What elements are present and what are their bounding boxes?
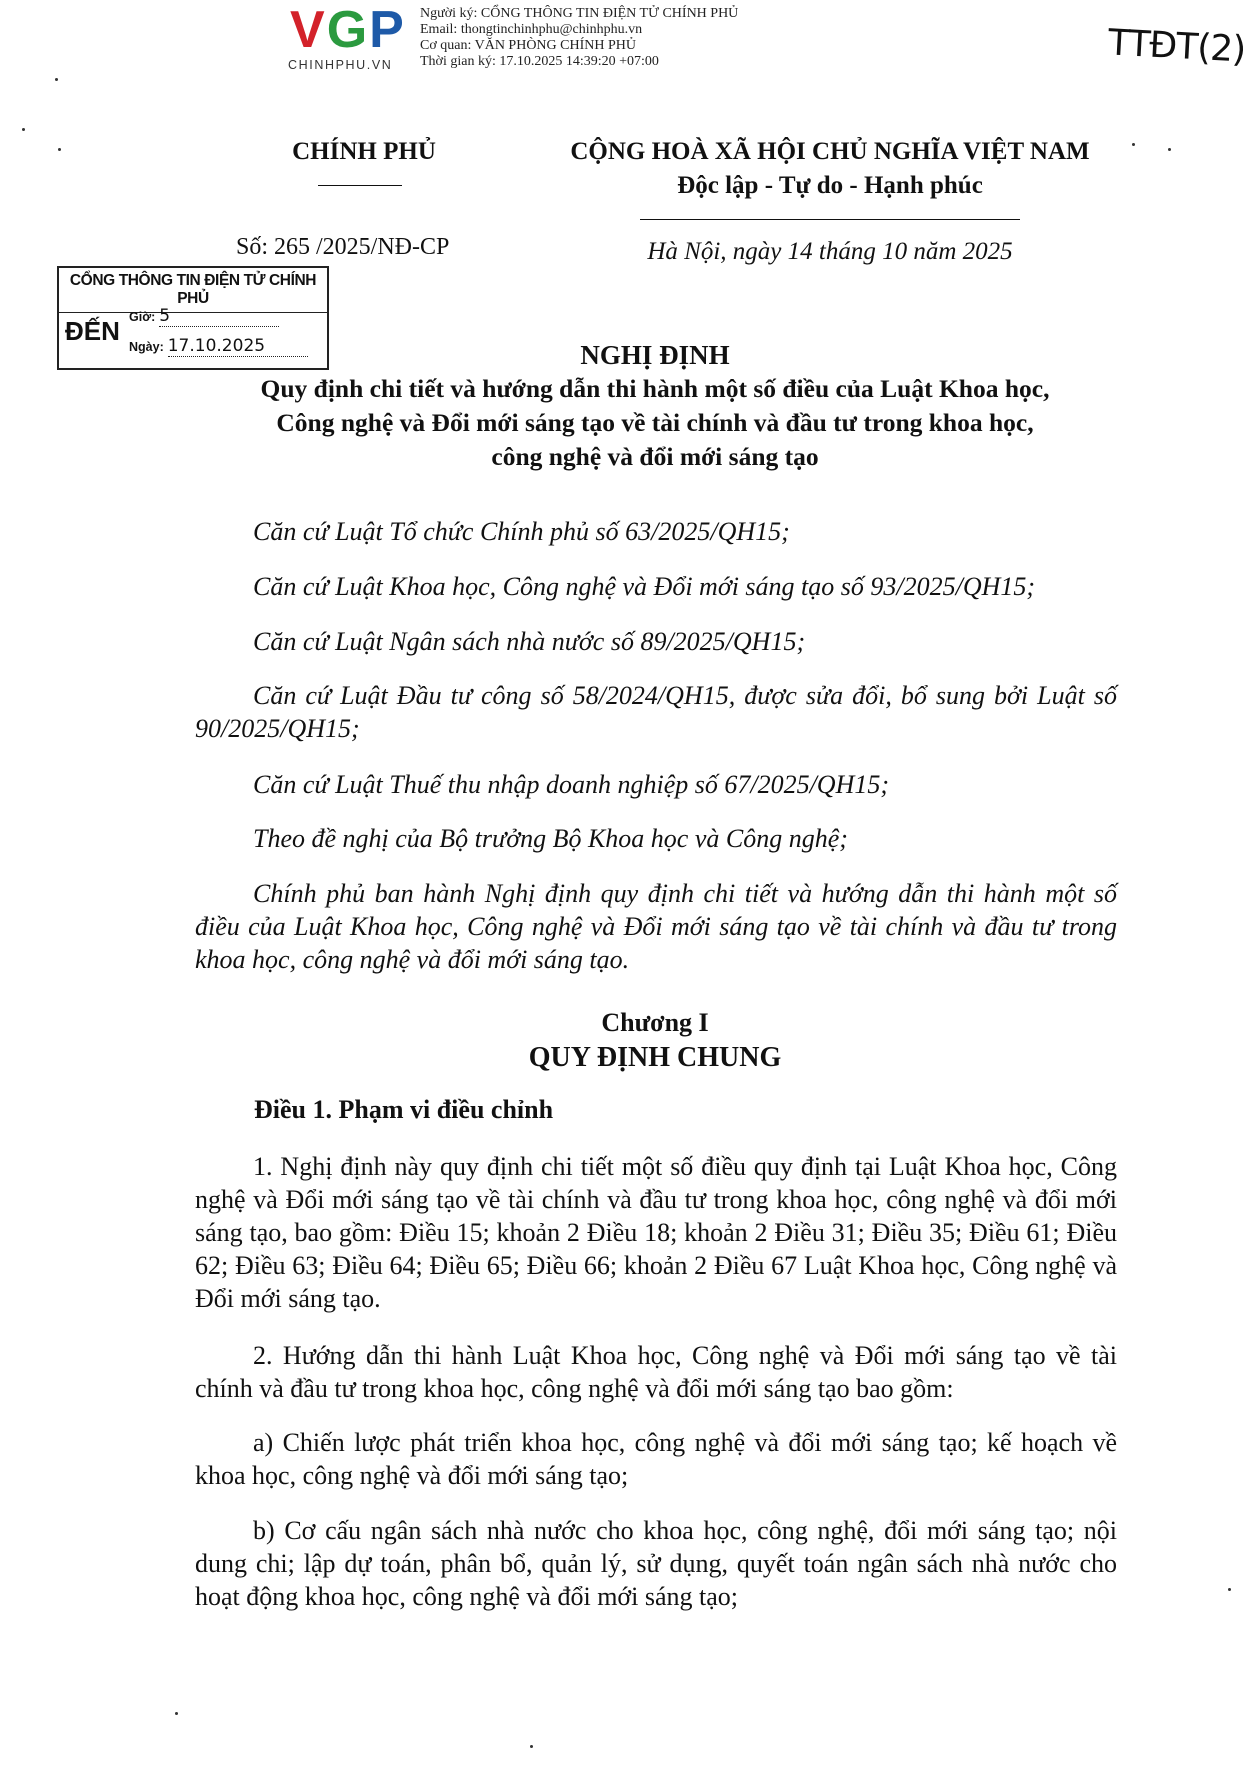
stamp-ngay-value: 17.10.2025 [168,336,308,357]
scan-speck [1168,148,1171,151]
document-type: NGHỊ ĐỊNH [580,340,730,370]
subtitle-line-2: Công nghệ và Đổi mới sáng tạo về tài chính và đầu tư trong khoa học, [276,408,1034,437]
nation-title: CỘNG HOÀ XÃ HỘI CHỦ NGHĨA VIỆT NAM [570,138,1090,165]
stamp-ngay-label: Ngày: [129,340,164,354]
stamp-organization: CỔNG THÔNG TIN ĐIỆN TỬ CHÍNH PHỦ [59,272,327,313]
scan-speck [1132,143,1135,146]
logo-letter-g: G [326,1,370,59]
scan-speck [55,78,58,81]
chapter-number: Chương I [601,1008,709,1037]
article-1-clause-1: 1. Nghị định này quy định chi tiết một số điều quy định tại Luật Khoa học, Công nghệ và Đổi mới sáng tạo về tài chính và đầu tư trong khoa học, công nghệ và đổi mới sáng tạo, bao gồm: Điều 15; khoản 2 Điều 18; khoản 2 Điều 31; Điều 35; Điều 61; Điều 62; Điều 63; Điều 64; Điều 65; Điều 66; khoản 2 Điều 67 Luật Khoa học, Công nghệ và Đổi mới sáng tạo. [195,1152,1117,1313]
chapter-title: QUY ĐỊNH CHUNG [528,1042,782,1073]
article-1-heading: Điều 1. Phạm vi điều chỉnh [254,1095,554,1124]
logo-site-text: CHINHPHU.VN [288,58,393,72]
preamble-basis-1: Căn cứ Luật Tổ chức Chính phủ số 63/2025/QH15; [253,517,790,546]
scan-speck [22,128,25,131]
signature-signer: Người ký: CỔNG THÔNG TIN ĐIỆN TỬ CHÍNH PHỦ [420,6,739,21]
preamble-basis-2: Căn cứ Luật Khoa học, Công nghệ và Đổi mới sáng tạo số 93/2025/QH15; [253,572,1036,601]
stamp-gio-label: Giờ: [129,310,156,324]
logo-letter-p: P [369,1,406,59]
scan-speck [1228,1588,1231,1591]
signature-time: Thời gian ký: 17.10.2025 14:39:20 +07:00 [420,54,659,69]
preamble-basis-5: Căn cứ Luật Thuế thu nhập doanh nghiệp số 67/2025/QH15; [253,770,890,799]
article-1-point-b: b) Cơ cấu ngân sách nhà nước cho khoa học, công nghệ, đổi mới sáng tạo; nội dung chi; lập dự toán, phân bổ, quản lý, sử dụng, quyết toán ngân sách nhà nước cho hoạt động khoa học, công nghệ và đổi mới sáng tạo; [195,1516,1117,1611]
document-number: Số: 265 /2025/NĐ-CP [236,234,450,260]
scan-speck [530,1745,533,1748]
issuer-name: CHÍNH PHỦ [292,138,436,165]
subtitle-line-1: Quy định chi tiết và hướng dẫn thi hành một số điều của Luật Khoa học, [260,374,1050,403]
preamble-proposal: Theo đề nghị của Bộ trưởng Bộ Khoa học và Công nghệ; [253,824,848,853]
place-date: Hà Nội, ngày 14 tháng 10 năm 2025 [647,238,1013,265]
vgp-logo [290,2,406,58]
stamp-time-row [129,306,279,327]
handwritten-note: TTĐT(2) [1107,22,1247,71]
preamble-basis-3: Căn cứ Luật Ngân sách nhà nước số 89/2025/QH15; [253,627,806,656]
preamble-basis-4: Căn cứ Luật Đầu tư công số 58/2024/QH15, được sửa đổi, bổ sung bởi Luật số 90/2025/QH15; [195,681,1117,743]
national-motto: Độc lập - Tự do - Hạnh phúc [677,172,983,199]
motto-underline [640,219,1020,220]
scan-speck [175,1712,178,1715]
logo-letter-v: V [290,1,327,59]
subtitle-line-3: công nghệ và đổi mới sáng tạo [491,442,819,471]
digital-signature-block [420,6,738,70]
preamble-enactment: Chính phủ ban hành Nghị định quy định chi tiết và hướng dẫn thi hành một số điều của Luật Khoa học, Công nghệ và Đổi mới sáng tạo về tài chính và đầu tư trong khoa học, công nghệ và đổi mới sáng tạo. [195,879,1117,974]
signature-agency: Cơ quan: VĂN PHÒNG CHÍNH PHỦ [420,38,636,53]
article-1-clause-2: 2. Hướng dẫn thi hành Luật Khoa học, Công nghệ và Đổi mới sáng tạo về tài chính và đầu tư trong khoa học, công nghệ và đổi mới sáng tạo bao gồm: [195,1341,1117,1403]
scan-speck [58,148,61,151]
stamp-den-label: ĐẾN [65,316,120,346]
article-1-point-a: a) Chiến lược phát triển khoa học, công nghệ và đổi mới sáng tạo; kế hoạch về khoa học, công nghệ và đổi mới sáng tạo; [195,1428,1117,1490]
stamp-gio-value: 5 [159,306,279,327]
issuer-underline [318,185,402,186]
signature-email: Email: thongtinchinhphu@chinhphu.vn [420,22,643,37]
